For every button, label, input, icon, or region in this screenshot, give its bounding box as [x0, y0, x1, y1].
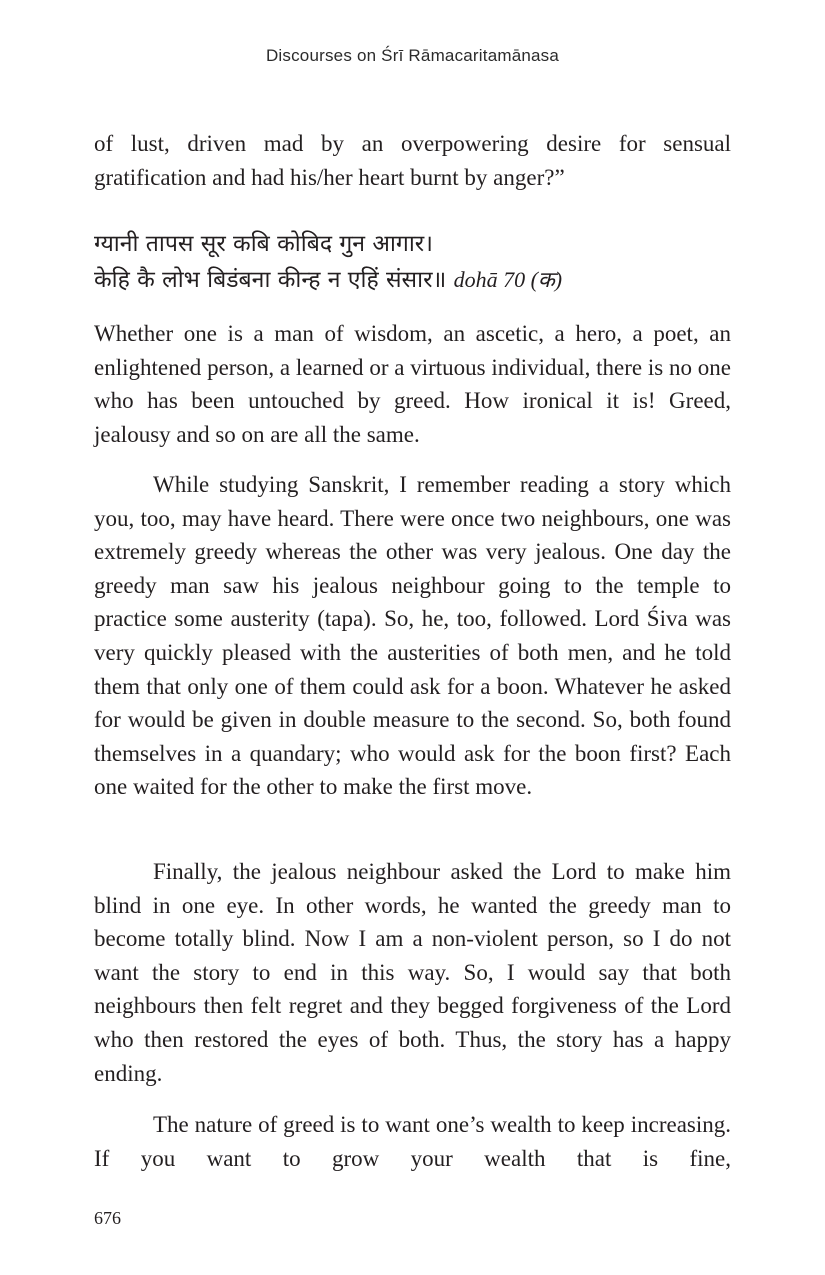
verse-reference: dohā 70 (क): [453, 267, 563, 292]
paragraph-text: Finally, the jealous neighbour asked the Lord to make him blind in one eye. In other words, he wanted the greedy man to become totally blind. Now I am a non-violent person, so I do not want the story to end in this way. So, I would say that both neighbours then felt regret and they begged forgiveness of the Lord who then restored the eyes of both. Thus, the story has a happy ending.: [94, 859, 731, 1086]
paragraph-greed-nature: [94, 1108, 731, 1175]
paragraph-story: [94, 468, 731, 804]
paragraph-finally: [94, 855, 731, 1090]
verse-line-2-wrapper: [94, 262, 754, 298]
verse-line-2: केहि कै लोभ बिडंबना कीन्ह न एहिं संसार॥: [94, 267, 447, 293]
verse-block: [94, 227, 754, 298]
page-number: 676: [94, 1208, 121, 1228]
paragraph-text: of lust, driven mad by an overpowering desire for sensual gratification and had his/her heart burnt by anger?”: [94, 131, 731, 190]
paragraph-text: While studying Sanskrit, I remember reading a story which you, too, may have heard. There were once two neighbours, one was extremely greedy whereas the other was very jealous. One day the greedy man saw his jealous neighbour going to the temple to practice some austerity (tapa). So, he, too, followed. Lord Śiva was very quickly pleased with the austerities of both men, and he told them that only one of them could ask for a boon. Whatever he asked for would be given in double measure to the second. So, both found themselves in a quandary; who would ask for the boon first? Each one waited for the other to make the first move.: [94, 472, 731, 800]
paragraph-text: The nature of greed is to want one’s wealth to keep increasing. If you want to grow your wealth that is fine,: [94, 1112, 731, 1171]
running-header: Discourses on Śrī Rāmacaritamānasa: [265, 46, 560, 65]
paragraph-text: Whether one is a man of wisdom, an ascetic, a hero, a poet, an enlightened person, a learned or a virtuous individual, there is no one who has been untouched by greed. How ironical it is! Greed, jealousy and so on are all the same.: [94, 321, 731, 447]
continued-paragraph: [94, 127, 731, 194]
paragraph-whether: [94, 317, 731, 451]
verse-line-1: ग्यानी तापस सूर कबि कोबिद गुन आगार।: [94, 231, 433, 257]
